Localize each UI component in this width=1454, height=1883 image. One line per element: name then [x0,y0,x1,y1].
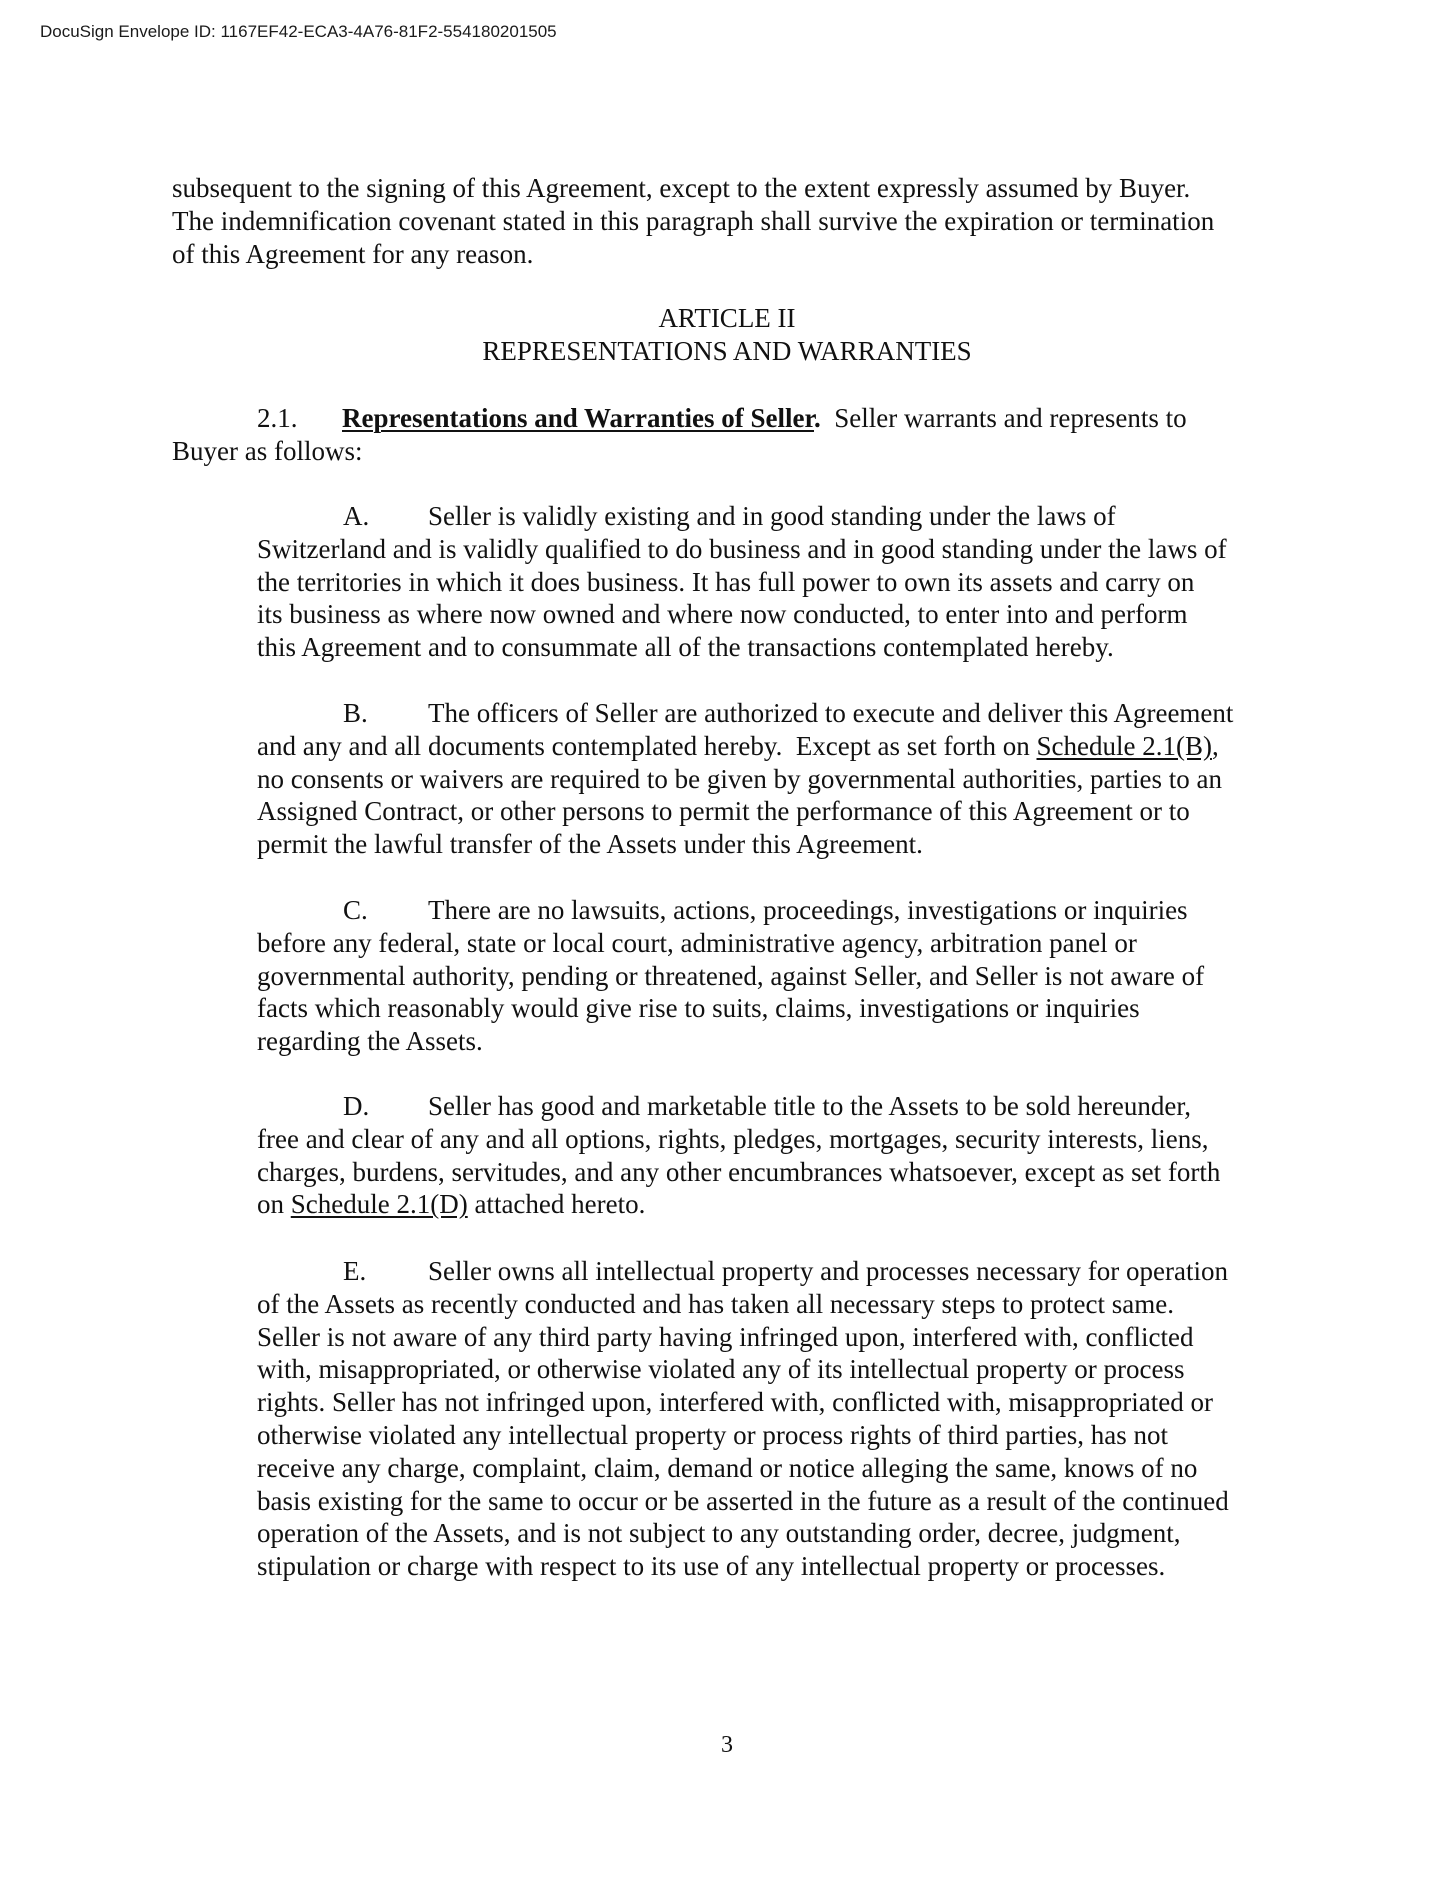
text-line: attached hereto. [467,1189,646,1220]
article-subtitle: REPRESENTATIONS AND WARRANTIES [482,335,972,366]
article-title: ARTICLE II [658,303,796,333]
text-line: of the Assets as recently conducted and has taken all necessary steps to protect same. [257,1288,1174,1319]
paragraph-label: C. [343,895,368,925]
text-line: with, misappropriated, or otherwise violated any of its intellectual property or process [257,1354,1185,1385]
text-line: and any and all documents contemplated hereby. Except as set forth on [257,730,1037,761]
text-line: facts which reasonably would give rise to suits, claims, investigations or inquiries [257,993,1140,1024]
paragraph-d [257,1090,1220,1221]
paragraph-a [257,500,1227,664]
article-heading [172,302,1282,368]
paragraph-e [257,1255,1229,1583]
text-line: , [1211,730,1219,761]
text-line: Switzerland and is validly qualified to do business and in good standing under the laws of [257,533,1227,564]
text-line: operation of the Assets, and is not subject to any outstanding order, decree, judgment, [257,1518,1181,1549]
text-line: this Agreement and to consummate all of the transactions contemplated hereby. [257,632,1114,663]
text-line: charges, burdens, servitudes, and any other encumbrances whatsoever, except as set forth [257,1156,1221,1187]
text-line: its business as where now owned and where now conducted, to enter into and perform [257,599,1188,630]
text-line: Seller owns all intellectual property and processes necessary for operation [428,1256,1228,1286]
paragraph-label: A. [343,501,370,531]
text-line: the territories in which it does business. It has full power to own its assets and carry on [257,566,1195,597]
paragraph-label: D. [343,1091,370,1121]
text-line: otherwise violated any intellectual property or process rights of third parties, has not [257,1419,1168,1450]
text-line: Buyer as follows: [172,435,363,466]
section-heading: Representations and Warranties of Seller [342,403,814,433]
text-line: before any federal, state or local court, administrative agency, arbitration panel or [257,927,1137,958]
envelope-id: DocuSign Envelope ID: 1167EF42-ECA3-4A76-81F2-554180201505 [40,22,557,41]
text-line: on [257,1189,291,1220]
text-line: rights. Seller has not infringed upon, interfered with, conflicted with, misappropriated or [257,1387,1214,1418]
text-line: receive any charge, complaint, claim, demand or notice alleging the same, knows of no [257,1452,1198,1483]
paragraph-label: E. [343,1256,367,1286]
text-line: The indemnification covenant stated in this paragraph shall survive the expiration or termination [172,205,1215,236]
text-line: The officers of Seller are authorized to execute and deliver this Agreement [428,698,1234,728]
page-number: 3 [721,1732,733,1758]
text-line: Seller is not aware of any third party having infringed upon, interfered with, conflicted [257,1321,1194,1352]
text-line: governmental authority, pending or threatened, against Seller, and Seller is not aware of [257,960,1205,991]
text-line: Assigned Contract, or other persons to permit the performance of this Agreement or to [257,796,1190,827]
intro-paragraph [172,172,1214,270]
text-line: permit the lawful transfer of the Assets under this Agreement. [257,829,923,860]
text-line: basis existing for the same to occur or be asserted in the future as a result of the continued [257,1485,1229,1516]
paragraph-label: B. [343,698,368,728]
text-line: Seller is validly existing and in good standing under the laws of [428,501,1116,531]
text-line: of this Agreement for any reason. [172,238,534,269]
schedule-reference: Schedule 2.1(B) [1036,730,1212,761]
paragraph-b [257,697,1233,861]
text-line: There are no lawsuits, actions, proceedings, investigations or inquiries [428,895,1188,925]
text-line: free and clear of any and all options, rights, pledges, mortgages, security interests, liens, [257,1123,1209,1154]
section-number: 2.1. [257,403,298,433]
text-line: regarding the Assets. [257,1026,483,1057]
text-line: no consents or waivers are required to be given by governmental authorities, parties to an [257,763,1222,794]
text-line: subsequent to the signing of this Agreement, except to the extent expressly assumed by Buyer. [172,173,1191,203]
schedule-reference: Schedule 2.1(D) [290,1189,468,1220]
section-2-1 [172,402,1187,468]
text-line: stipulation or charge with respect to its use of any intellectual property or processes. [257,1551,1166,1582]
section-heading-period: . [814,403,821,433]
text-line: Seller has good and marketable title to the Assets to be sold hereunder, [428,1091,1191,1121]
paragraph-c [257,894,1204,1058]
text-line: Seller warrants and represents to [820,403,1187,433]
